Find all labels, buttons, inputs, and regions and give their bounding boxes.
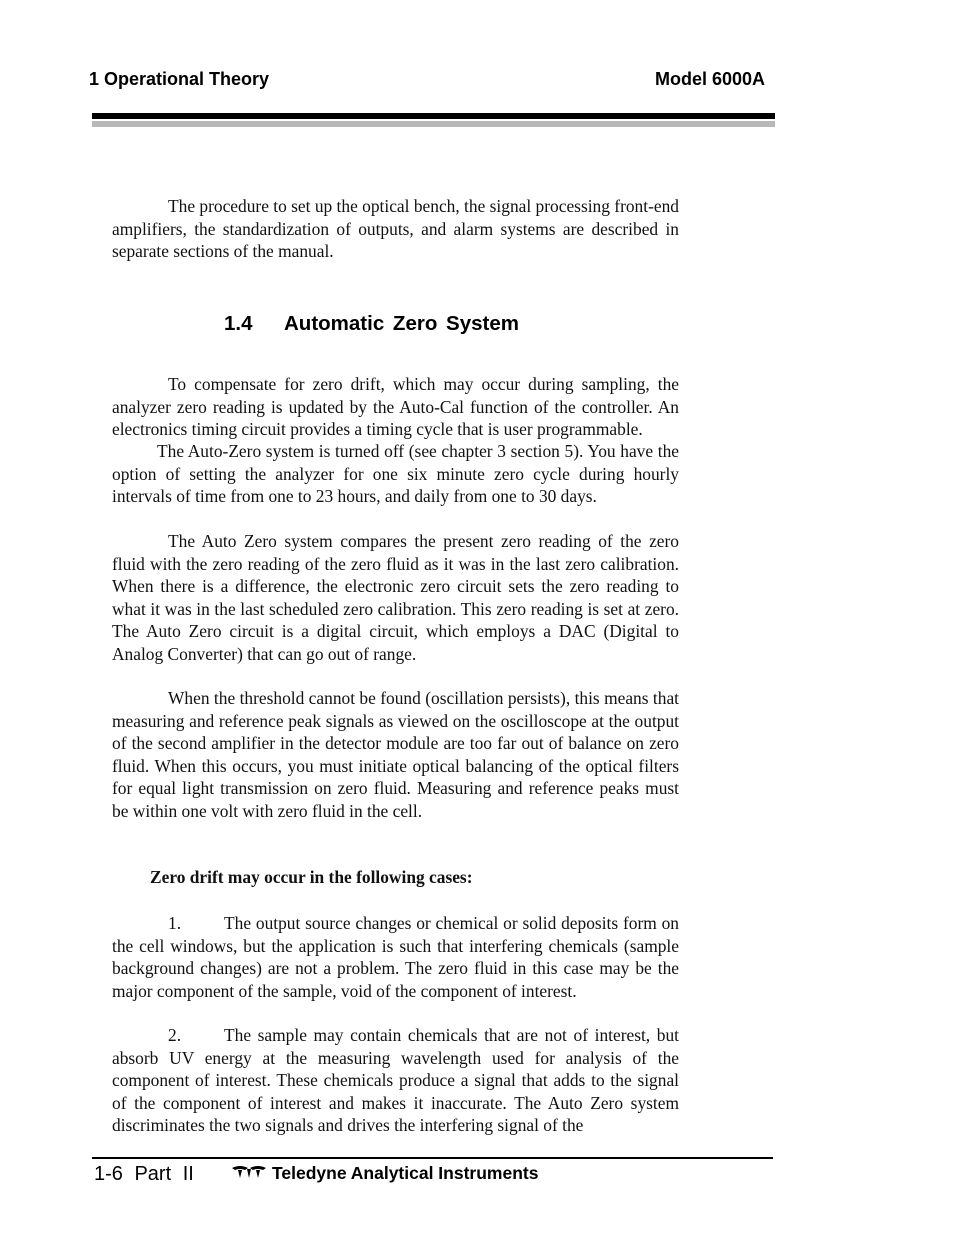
body-paragraph: The Auto Zero system compares the present zero reading of the zero fluid with the zero reading of the zero fluid as it was in the last zero calibration. When there is a difference, the electronic zero circuit sets the zero reading to what it was in the last scheduled zero calibration. This zero reading is set at zero. The Auto Zero circuit is a digital circuit, which employs a DAC (Digital to Analog Converter) that can go out of range. — [112, 531, 679, 664]
list-item-text: The output source changes or chemical or solid deposits form on the cell windows, but the application is such that interfering chemicals (sample background changes) are not a problem. The zero fluid in this case may be the major component of the sample, void of the component of interest. — [112, 913, 679, 1001]
header-rule-shadow — [92, 121, 775, 127]
cases-heading: Zero drift may occur in the following cases: — [150, 867, 473, 887]
list-item — [112, 912, 679, 1002]
header-rule — [92, 113, 775, 119]
footer-rule — [92, 1157, 773, 1159]
section-title: Automatic Zero System — [284, 312, 519, 335]
list-item-number: 2. — [168, 1025, 182, 1045]
section-number: 1.4 — [224, 312, 253, 335]
footer-page-info — [94, 1163, 194, 1186]
list-item-number: 1. — [168, 913, 182, 933]
footer-part: Part II — [134, 1163, 194, 1185]
body-paragraph: The Auto-Zero system is turned off (see chapter 3 section 5). You have the option of setting the analyzer for one six minute zero cycle during hourly intervals of time from one to 23 hours, and daily from one to 30 days. — [112, 441, 679, 506]
header-section-title: 1 Operational Theory — [89, 69, 270, 89]
section-heading — [224, 312, 519, 336]
footer-brand: Teledyne Analytical Instruments — [272, 1163, 539, 1183]
teledyne-logo-icon — [231, 1165, 267, 1179]
list-item-text: The sample may contain chemicals that are not of interest, but absorb UV energy at the measuring wavelength used for analysis of the component of interest. These chemicals produce a signal that adds to the signal of the component of interest and makes it inaccurate. The Auto Zero system discriminates the two signals and drives the interfering signal of the — [112, 1025, 679, 1135]
list-item — [112, 1024, 679, 1137]
footer-page-number: 1-6 — [94, 1163, 123, 1185]
intro-paragraph: The procedure to set up the optical bench, the signal processing front-end amplifiers, the standardization of outputs, and alarm systems are described in separate sections of the manual. — [112, 196, 679, 261]
body-paragraph: To compensate for zero drift, which may occur during sampling, the analyzer zero reading is updated by the Auto-Cal function of the controller. An electronics timing circuit provides a timing cycle that is user programmable. — [112, 374, 679, 439]
body-paragraph: When the threshold cannot be found (oscillation persists), this means that measuring and reference peak signals as viewed on the oscilloscope at the output of the second amplifier in the detector module are too far out of balance on zero fluid. When this occurs, you must initiate optical balancing of the optical filters for equal light transmission on zero fluid. Measuring and reference peaks must be within one volt with zero fluid in the cell. — [112, 688, 679, 821]
header-model: Model 6000A — [655, 69, 766, 89]
